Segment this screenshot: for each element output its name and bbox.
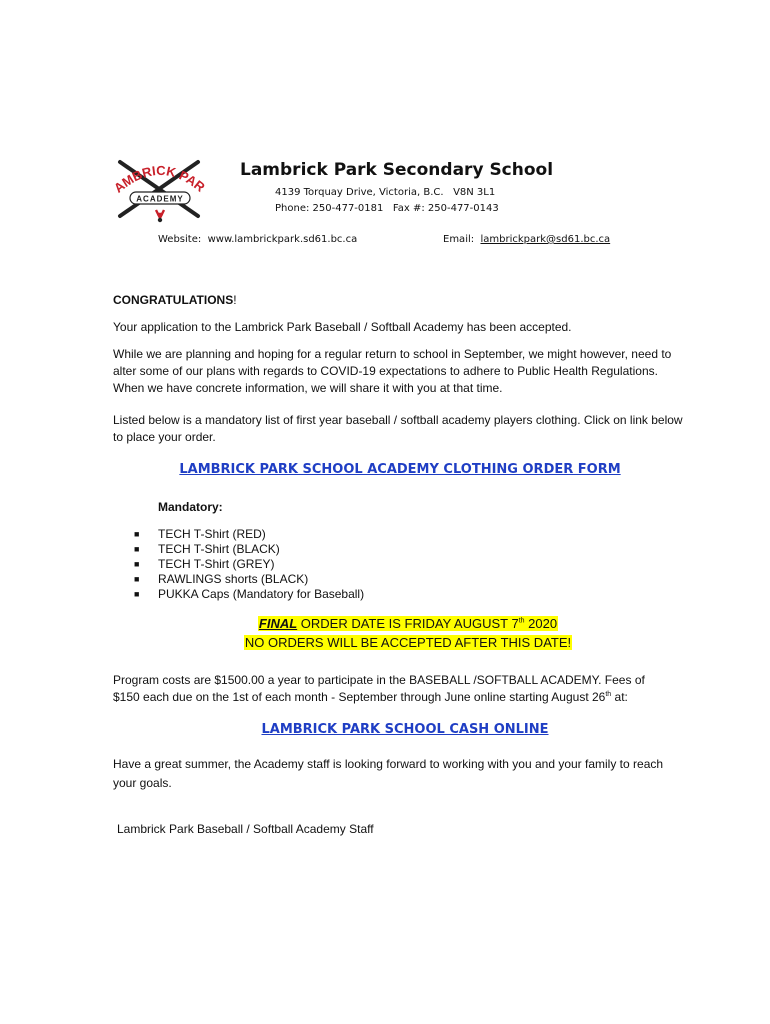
list-item-label: PUKKA Caps (Mandatory for Baseball) [158, 587, 365, 601]
list-item [134, 527, 364, 542]
congratulations [113, 292, 693, 309]
costs-line-2-end: at: [611, 690, 628, 704]
costs-line-2-text: $150 each due on the 1st of each month - September through June online starting August 26 [113, 690, 606, 704]
costs-line-2 [113, 689, 713, 706]
school-name: Lambrick Park Secondary School [240, 160, 554, 180]
final-order-sup: th [518, 617, 525, 625]
bullet-icon: ■ [134, 589, 140, 599]
school-email [443, 234, 610, 245]
acceptance-paragraph: Your application to the Lambrick Park Baseball / Softball Academy has been accepted. [113, 320, 572, 334]
congratulations-bold: CONGRATULATIONS [113, 293, 234, 307]
final-order-text: ORDER DATE IS FRIDAY AUGUST 7 [297, 616, 519, 631]
mandatory-label: Mandatory: [158, 500, 223, 514]
no-orders-text: NO ORDERS WILL BE ACCEPTED AFTER THIS DATE! [244, 635, 572, 650]
final-order-date [118, 616, 698, 631]
covid-paragraph: While we are planning and hoping for a regular return to school in September, we might however, need to alter some of our plans with regards to COVID-19 expectations to adhere to Public Health Regulations. When we have concrete information, we will share it with you at that time. [113, 347, 672, 395]
bullet-icon: ■ [134, 544, 140, 554]
closing-paragraph: Have a great summer, the Academy staff is looking forward to working with you and your family to reach your goals. [113, 757, 664, 790]
bullet-icon: ■ [134, 529, 140, 539]
bullet-icon: ■ [134, 574, 140, 584]
congratulations-punct: ! [233, 293, 237, 307]
logo-top-text: AMBRICK PAR [112, 162, 208, 196]
list-item-label: RAWLINGS shorts (BLACK) [158, 572, 309, 586]
list-item-label: TECH T-Shirt (RED) [158, 527, 266, 541]
clothing-paragraph: Listed below is a mandatory list of first year baseball / softball academy players clothing. Click on link below to place your order. [113, 413, 683, 444]
list-item [134, 572, 364, 587]
list-item [134, 542, 364, 557]
email-link[interactable]: lambrickpark@sd61.bc.ca [480, 234, 611, 245]
list-item [134, 557, 364, 572]
costs-line-1: Program costs are $1500.00 a year to participate in the BASEBALL /SOFTBALL ACADEMY. Fees of [113, 673, 645, 687]
no-orders-notice [118, 635, 698, 650]
list-item-label: TECH T-Shirt (GREY) [158, 557, 275, 571]
list-item [134, 587, 364, 602]
final-word: FINAL [258, 616, 298, 631]
final-order-year: 2020 [524, 616, 558, 631]
school-website: Website: www.lambrickpark.sd61.bc.ca [158, 234, 358, 245]
signature: Lambrick Park Baseball / Softball Academy Staff [117, 822, 374, 836]
costs-sup: th [605, 691, 612, 698]
order-form-link[interactable]: LAMBRICK PARK SCHOOL ACADEMY CLOTHING ORDER FORM [179, 462, 621, 477]
email-label: Email: [443, 234, 481, 245]
mandatory-list [134, 527, 364, 602]
list-item-label: TECH T-Shirt (BLACK) [158, 542, 280, 556]
school-phone: Phone: 250-477-0181 Fax #: 250-477-0143 [275, 203, 499, 214]
final-order-highlight [258, 616, 558, 631]
cash-online-link[interactable]: LAMBRICK PARK SCHOOL CASH ONLINE [261, 722, 549, 737]
school-address: 4139 Torquay Drive, Victoria, B.C. V8N 3L1 [275, 187, 496, 198]
bullet-icon: ■ [134, 559, 140, 569]
school-logo [112, 156, 208, 226]
logo-bottom-text: ACADEMY [136, 194, 184, 204]
